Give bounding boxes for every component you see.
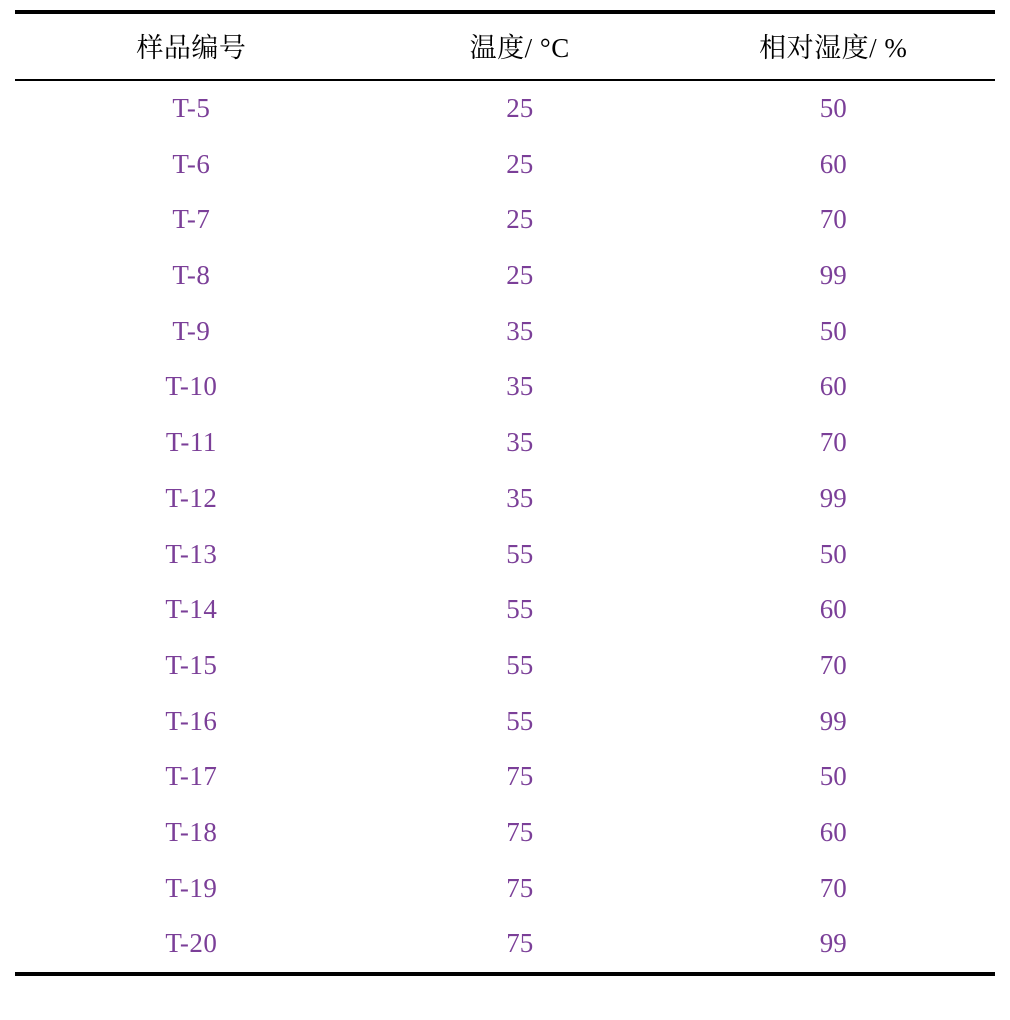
column-header-relative-humidity: 相对湿度/ % [672,14,995,80]
table-row [15,359,995,415]
table-row [15,805,995,861]
table-row [15,80,995,137]
cell-sample-id: T-13 [165,538,218,569]
cell-sample-id: T-5 [172,93,211,123]
table-row [15,638,995,694]
cell-temperature: 25 [506,148,534,179]
cell-humidity: 99 [819,482,847,513]
table-bottom-rule [15,972,995,976]
cell-humidity: 50 [819,761,847,792]
cell-humidity: 60 [819,594,847,625]
cell-sample-id: T-15 [165,649,218,680]
cell-temperature: 55 [506,594,534,625]
cell-sample-id: T-10 [165,371,218,402]
cell-humidity: 70 [819,872,847,903]
cell-sample-id: T-20 [165,928,218,959]
cell-sample-id: T-19 [165,872,218,903]
cell-humidity: 60 [819,371,847,402]
table-row [15,415,995,471]
cell-sample-id: T-17 [165,761,218,792]
cell-sample-id: T-14 [165,594,218,625]
cell-temperature: 55 [506,649,534,680]
cell-humidity: 60 [819,816,847,847]
cell-sample-id: T-7 [172,204,211,235]
cell-temperature: 35 [506,427,534,458]
cell-sample-id: T-9 [172,315,211,346]
cell-humidity: 50 [819,538,847,569]
cell-temperature: 25 [506,260,534,291]
cell-humidity: 70 [819,427,847,458]
table-body [15,80,995,972]
cell-sample-id: T-12 [165,482,218,513]
data-table [15,14,995,972]
cell-humidity: 99 [819,260,847,291]
cell-temperature: 75 [506,872,534,903]
table-header [15,14,995,80]
table-row [15,749,995,805]
cell-sample-id: T-11 [165,427,217,458]
table-row [15,192,995,248]
table-container [0,10,1010,1020]
table-row [15,471,995,527]
cell-humidity: 60 [819,148,847,179]
table-header-row [15,14,995,80]
table-row [15,137,995,193]
cell-humidity: 99 [819,705,847,736]
cell-temperature: 55 [506,705,534,736]
cell-temperature: 55 [506,538,534,569]
cell-humidity: 70 [819,649,847,680]
table-row [15,694,995,750]
cell-sample-id: T-18 [165,816,218,847]
cell-temperature: 35 [506,371,534,402]
cell-humidity: 50 [819,93,847,123]
table-row [15,582,995,638]
table-row [15,304,995,360]
column-header-sample-id: 样品编号 [15,14,368,80]
cell-sample-id: T-16 [165,705,218,736]
cell-sample-id: T-8 [172,260,211,291]
cell-temperature: 25 [506,204,534,235]
cell-temperature: 75 [506,928,534,959]
cell-sample-id: T-6 [172,148,211,179]
cell-temperature: 75 [506,816,534,847]
cell-humidity: 50 [819,315,847,346]
cell-temperature: 25 [506,93,534,123]
cell-humidity: 99 [819,928,847,959]
cell-temperature: 35 [506,315,534,346]
table-row [15,916,995,972]
cell-temperature: 35 [506,482,534,513]
cell-humidity: 70 [819,204,847,235]
table-row [15,527,995,583]
table-row [15,248,995,304]
column-header-temperature: 温度/ °C [368,14,672,80]
cell-temperature: 75 [506,761,534,792]
table-row [15,861,995,917]
